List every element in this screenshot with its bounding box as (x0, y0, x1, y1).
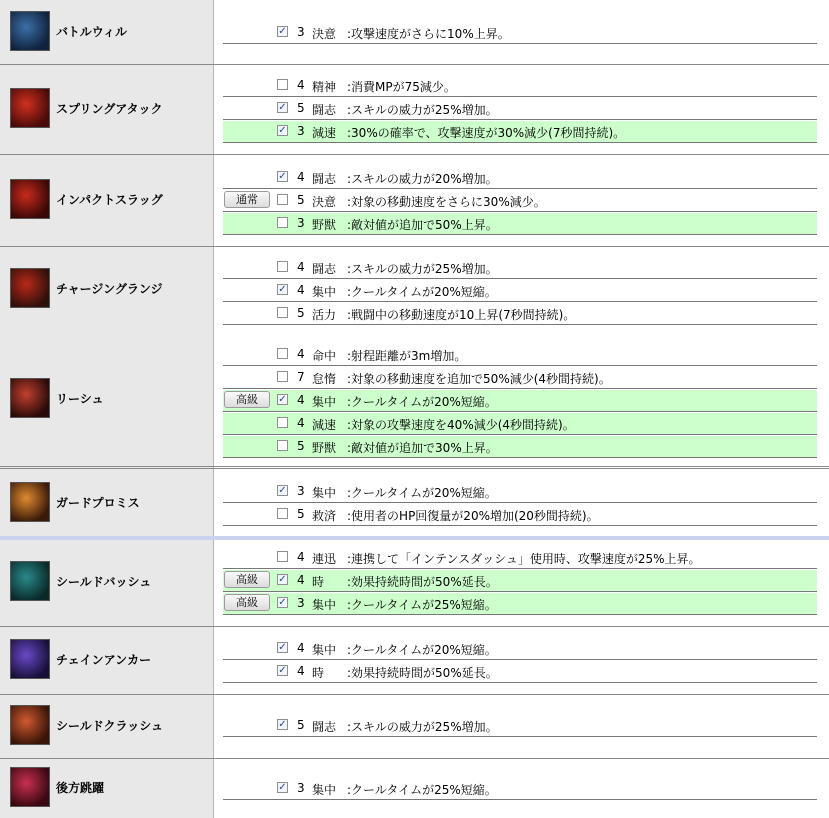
skill-name: ガードプロミス (56, 495, 140, 510)
rune-effect: :敵対値が追加で50%上昇。 (347, 218, 498, 232)
rune-row (223, 344, 817, 366)
section-divider (0, 64, 829, 65)
rune-level: 4 (297, 260, 305, 274)
rune-level: 4 (297, 664, 305, 678)
rune-row (223, 98, 817, 120)
rune-checkbox[interactable]: ✓ (278, 665, 287, 676)
rune-checkbox[interactable]: ✓ (278, 597, 287, 608)
rune-level: 3 (297, 484, 305, 498)
rune-effect: :効果持続時間が50%延長。 (347, 666, 498, 680)
rune-checkbox[interactable]: ✓ (278, 782, 287, 793)
rune-row (223, 715, 817, 737)
rune-effect: :スキルの威力が25%増加。 (347, 262, 498, 276)
rune-level: 3 (297, 216, 305, 230)
impact-slug-icon (10, 179, 50, 219)
rune-type: 野獣 (312, 441, 337, 455)
skill-label (10, 561, 151, 601)
mode-button[interactable]: 通常 (224, 191, 270, 208)
rune-effect: :使用者のHP回復量が20%増加(20秒間持続)。 (347, 509, 599, 523)
rune-checkbox[interactable] (277, 551, 288, 562)
rune-type: 闘志 (312, 720, 337, 734)
rune-effect: :クールタイムが25%短縮。 (347, 783, 497, 797)
rune-row (223, 661, 817, 683)
skill-name: スプリングアタック (56, 101, 163, 116)
rune-type: 命中 (312, 349, 337, 363)
rune-checkbox[interactable] (277, 417, 288, 428)
rune-type: 集中 (312, 643, 337, 657)
rune-row (223, 167, 817, 189)
rune-type: 集中 (312, 285, 337, 299)
rune-row (223, 75, 817, 97)
rune-type: 闘志 (312, 262, 337, 276)
rune-checkbox[interactable]: ✓ (278, 26, 287, 37)
rune-level: 3 (297, 124, 305, 138)
skill-label (10, 705, 163, 745)
rune-level: 4 (297, 393, 305, 407)
guard-promise-icon (10, 482, 50, 522)
rune-effect: :クールタイムが25%短縮。 (347, 598, 497, 612)
skill-label (10, 179, 163, 219)
rune-checkbox[interactable] (277, 307, 288, 318)
rune-effect: :スキルの威力が25%増加。 (347, 720, 498, 734)
rune-level: 4 (297, 78, 305, 92)
rune-checkbox[interactable] (277, 261, 288, 272)
rune-level: 3 (297, 781, 305, 795)
skill-name: シールドクラッシュ (56, 718, 164, 733)
rune-checkbox[interactable]: ✓ (278, 574, 287, 585)
rune-row (223, 547, 817, 569)
rune-type: 集中 (312, 395, 337, 409)
section-divider (0, 626, 829, 627)
rune-row (223, 257, 817, 279)
rune-level: 5 (297, 439, 305, 453)
skill-name: 後方跳躍 (56, 780, 105, 795)
rune-type: 闘志 (312, 172, 337, 186)
skill-name: インパクトスラッグ (56, 192, 163, 207)
rune-checkbox[interactable]: ✓ (278, 394, 287, 405)
rune-checkbox[interactable] (277, 440, 288, 451)
rune-effect: :対象の移動速度をさらに30%減少。 (347, 195, 546, 209)
rune-level: 7 (297, 370, 305, 384)
rune-row (223, 413, 817, 435)
rune-level: 4 (297, 416, 305, 430)
rune-row (223, 367, 817, 389)
rune-type: 連迅 (312, 552, 337, 566)
battle-will-icon (10, 11, 50, 51)
rune-row (223, 778, 817, 800)
rune-effect: :クールタイムが20%短縮。 (347, 643, 497, 657)
section-divider (0, 694, 829, 695)
rune-effect: :クールタイムが20%短縮。 (347, 395, 497, 409)
mode-button[interactable]: 高級 (224, 594, 270, 611)
section-divider (0, 468, 829, 469)
chain-anchor-icon (10, 639, 50, 679)
back-jump-icon (10, 767, 50, 807)
rune-row (223, 303, 817, 325)
rune-effect: :消費MPが75減少。 (347, 80, 456, 94)
skill-label (10, 767, 104, 807)
rune-effect: :戦闘中の移動速度が10上昇(7秒間持続)。 (347, 308, 576, 322)
rune-checkbox[interactable] (277, 371, 288, 382)
section-divider (0, 154, 829, 155)
skill-name: チェインアンカー (56, 652, 152, 667)
rune-effect: :スキルの威力が20%増加。 (347, 172, 498, 186)
rune-row (223, 436, 817, 458)
rune-type: 決意 (312, 195, 337, 209)
rune-type: 減速 (312, 418, 337, 432)
rune-effect: :敵対値が追加で30%上昇。 (347, 441, 498, 455)
rune-checkbox[interactable]: ✓ (278, 102, 287, 113)
skill-label (10, 268, 163, 308)
rune-row (223, 593, 817, 615)
section-divider (0, 246, 829, 247)
rune-level: 4 (297, 641, 305, 655)
rune-type: 集中 (312, 783, 337, 797)
rune-level: 3 (297, 25, 305, 39)
skill-name: バトルウィル (56, 24, 128, 39)
rune-level: 4 (297, 283, 305, 297)
rune-type: 集中 (312, 486, 337, 500)
rune-effect: :対象の攻撃速度を40%減少(4秒間持続)。 (347, 418, 575, 432)
skill-label (10, 11, 127, 51)
rune-type: 怠惰 (312, 372, 337, 386)
charging-lunge-icon (10, 268, 50, 308)
mode-button[interactable]: 高級 (224, 391, 270, 408)
skill-label (10, 378, 104, 418)
rune-checkbox[interactable]: ✓ (278, 485, 287, 496)
rune-type: 救済 (312, 509, 337, 523)
rune-effect: :クールタイムが20%短縮。 (347, 285, 497, 299)
rune-effect: :攻撃速度がさらに10%上昇。 (347, 27, 510, 41)
rune-row (223, 22, 817, 44)
rune-row (223, 638, 817, 660)
rune-effect: :対象の移動速度を追加で50%減少(4秒間持続)。 (347, 372, 611, 386)
rune-type: 活力 (312, 308, 337, 322)
rune-row (223, 390, 817, 412)
rune-effect: :効果持続時間が50%延長。 (347, 575, 498, 589)
skill-name: チャージングランジ (56, 281, 163, 296)
skill-name: リーシュ (56, 391, 104, 406)
rune-type: 時 (312, 575, 325, 589)
rune-checkbox[interactable]: ✓ (278, 284, 287, 295)
rune-checkbox[interactable] (277, 508, 288, 519)
rune-checkbox[interactable]: ✓ (278, 719, 287, 730)
mode-button[interactable]: 高級 (224, 571, 270, 588)
shield-bash-icon (10, 561, 50, 601)
rune-checkbox[interactable] (277, 194, 288, 205)
rune-type: 時 (312, 666, 325, 680)
rune-level: 5 (297, 718, 305, 732)
rune-level: 4 (297, 550, 305, 564)
rune-level: 5 (297, 101, 305, 115)
rune-type: 決意 (312, 27, 337, 41)
section-divider (0, 758, 829, 759)
rune-row (223, 190, 817, 212)
rune-row (223, 481, 817, 503)
leash-icon (10, 378, 50, 418)
section-divider-blue (0, 536, 829, 540)
rune-effect: :連携して「インテンスダッシュ」使用時、攻撃速度が25%上昇。 (347, 552, 701, 566)
rune-checkbox[interactable]: ✓ (278, 171, 287, 182)
rune-row (223, 570, 817, 592)
rune-type: 精神 (312, 80, 337, 94)
skill-name: シールドバッシュ (56, 574, 152, 589)
rune-checkbox[interactable]: ✓ (278, 125, 287, 136)
skill-label (10, 482, 140, 522)
rune-type: 集中 (312, 598, 337, 612)
skill-label (10, 88, 162, 128)
rune-checkbox[interactable] (277, 217, 288, 228)
rune-type: 減速 (312, 126, 337, 140)
rune-level: 5 (297, 193, 305, 207)
spring-attack-icon (10, 88, 50, 128)
rune-checkbox[interactable] (277, 79, 288, 90)
rune-effect: :射程距離が3m増加。 (347, 349, 467, 363)
rune-effect: :スキルの威力が25%増加。 (347, 103, 498, 117)
rune-type: 野獣 (312, 218, 337, 232)
skill-label (10, 639, 151, 679)
rune-effect: :30%の確率で、攻撃速度が30%減少(7秒間持続)。 (347, 126, 626, 140)
rune-checkbox[interactable]: ✓ (278, 642, 287, 653)
rune-level: 5 (297, 306, 305, 320)
rune-level: 4 (297, 347, 305, 361)
rune-level: 3 (297, 596, 305, 610)
rune-level: 4 (297, 170, 305, 184)
rune-type: 闘志 (312, 103, 337, 117)
rune-level: 4 (297, 573, 305, 587)
rune-row (223, 280, 817, 302)
rune-row (223, 213, 817, 235)
rune-level: 5 (297, 507, 305, 521)
section-divider (0, 466, 829, 467)
rune-row (223, 504, 817, 526)
rune-effect: :クールタイムが20%短縮。 (347, 486, 497, 500)
rune-checkbox[interactable] (277, 348, 288, 359)
rune-row (223, 121, 817, 143)
shield-crash-icon (10, 705, 50, 745)
